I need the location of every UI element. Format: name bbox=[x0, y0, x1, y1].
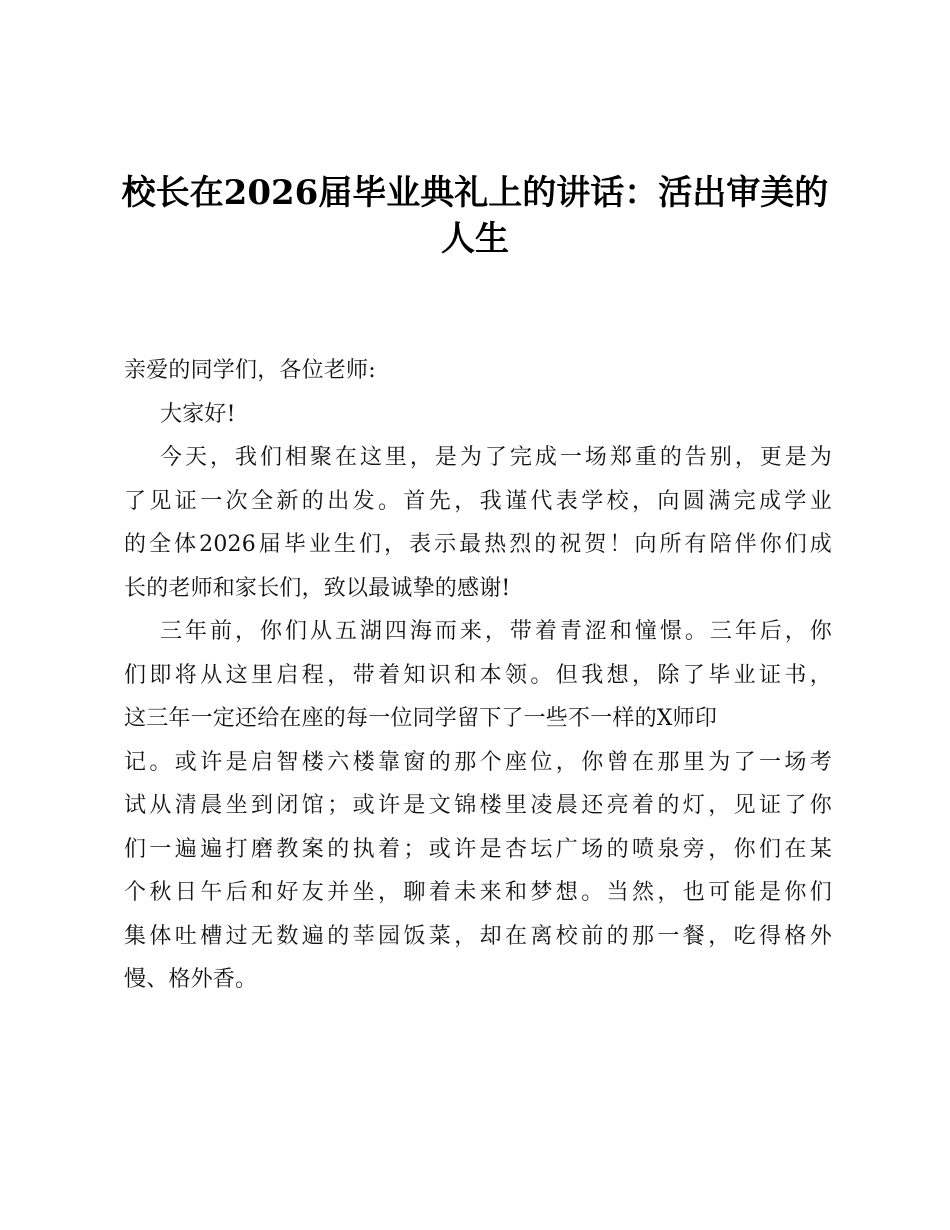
paragraph-line: 们即将从这里启程，带着知识和本领。但我想，除了毕业证书， bbox=[124, 662, 832, 688]
salutation-line: 亲爱的同学们，各位老师: bbox=[124, 358, 376, 383]
paragraph-line: 慢、格外香。 bbox=[124, 967, 258, 992]
paragraph-line: 了见证一次全新的出发。首先，我谨代表学校，向圆满完成学业 bbox=[124, 488, 832, 514]
paragraph-line: 记。或许是启智楼六楼靠窗的那个座位，你曾在那里为了一场考 bbox=[124, 749, 832, 775]
document-title: 校长在2026届毕业典礼上的讲话：活出审美的人生 bbox=[121, 173, 829, 259]
paragraph-line: 的全体2026届毕业生们，表示最热烈的祝贺！向所有陪伴你们成 bbox=[124, 532, 832, 557]
paragraph-line: 三年前，你们从五湖四海而来，带着青涩和憧憬。三年后，你 bbox=[160, 619, 832, 644]
document-body bbox=[124, 349, 832, 1002]
paragraph-line: 集体吐槽过无数遍的莘园饭菜，却在离校前的那一餐，吃得格外 bbox=[124, 923, 832, 949]
paragraph-line: 试从清晨坐到闭馆；或许是文锦楼里凌晨还亮着的灯，见证了你 bbox=[124, 793, 832, 818]
paragraph-line: 长的老师和家长们，致以最诚挚的感谢! bbox=[124, 575, 511, 601]
paragraph-line: 今天，我们相聚在这里，是为了完成一场郑重的告别，更是为 bbox=[160, 445, 832, 470]
paragraph-line: 这三年一定还给在座的每一位同学留下了一些不一样的X师印 bbox=[124, 706, 718, 731]
paragraph-line: 个秋日午后和好友并坐，聊着未来和梦想。当然，也可能是你们 bbox=[124, 880, 832, 905]
greeting-line: 大家好! bbox=[160, 401, 236, 427]
paragraph-line: 们一遍遍打磨教案的执着；或许是杏坛广场的喷泉旁，你们在某 bbox=[124, 836, 832, 862]
